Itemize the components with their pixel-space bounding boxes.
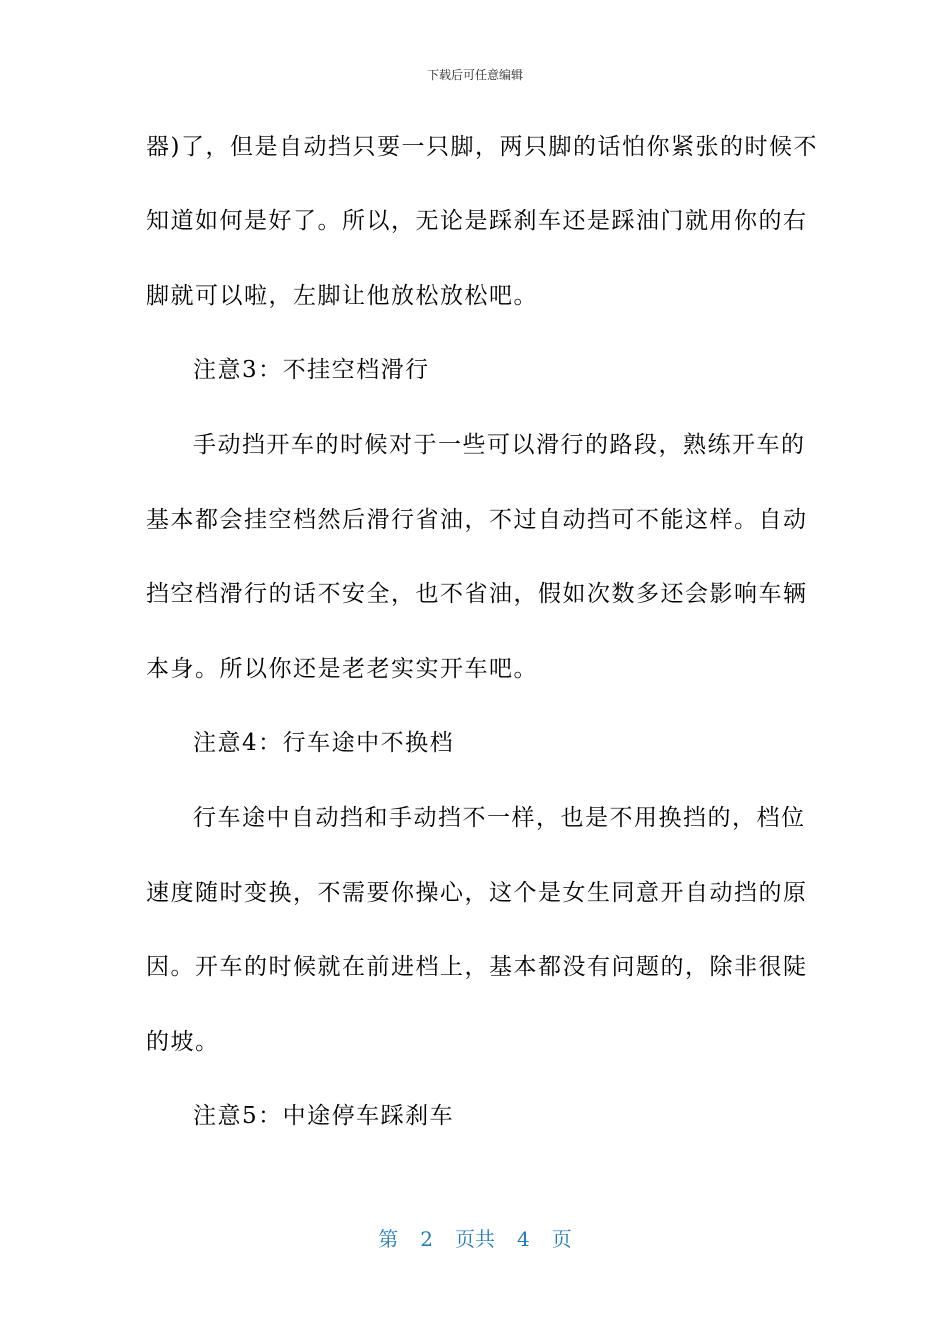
text-line: 手动挡开车的时候对于一些可以滑行的路段，熟练开车的 (193, 432, 806, 458)
text-line: 速度随时变换，不需要你操心，这个是女生同意开自动挡的原 (146, 880, 808, 906)
text-line: 本身。所以你还是老老实实开车吧。 (146, 656, 538, 682)
footer-ye-gong: 页共 (455, 1227, 495, 1251)
page-footer (0, 1226, 950, 1252)
footer-ye: 页 (551, 1227, 572, 1251)
total-pages-number: 4 (517, 1227, 530, 1251)
text-line: 知道如何是好了。所以，无论是踩刹车还是踩油门就用你的右 (146, 208, 808, 234)
footer-di: 第 (378, 1227, 399, 1251)
section-heading: 注意5：中途停车踩刹车 (193, 1103, 455, 1129)
text-line: 脚就可以啦，左脚让他放松放松吧。 (146, 283, 538, 309)
current-page-number: 2 (420, 1227, 433, 1251)
text-line: 挡空档滑行的话不安全，也不省油，假如次数多还会影响车辆 (146, 581, 808, 607)
text-line: 器)了，但是自动挡只要一只脚，两只脚的话怕你紧张的时候不 (146, 134, 818, 160)
page-header-note: 下载后可任意编辑 (426, 68, 523, 82)
text-line: 行车途中自动挡和手动挡不一样，也是不用换挡的，档位 (193, 805, 806, 831)
text-line: 因。开车的时候就在前进档上，基本都没有问题的，除非很陡 (146, 954, 808, 980)
section-heading: 注意4：行车途中不换档 (193, 730, 455, 756)
text-line: 基本都会挂空档然后滑行省油，不过自动挡可不能这样。自动 (146, 507, 808, 533)
text-line: 的坡。 (146, 1029, 220, 1055)
section-heading: 注意3：不挂空档滑行 (193, 357, 430, 383)
